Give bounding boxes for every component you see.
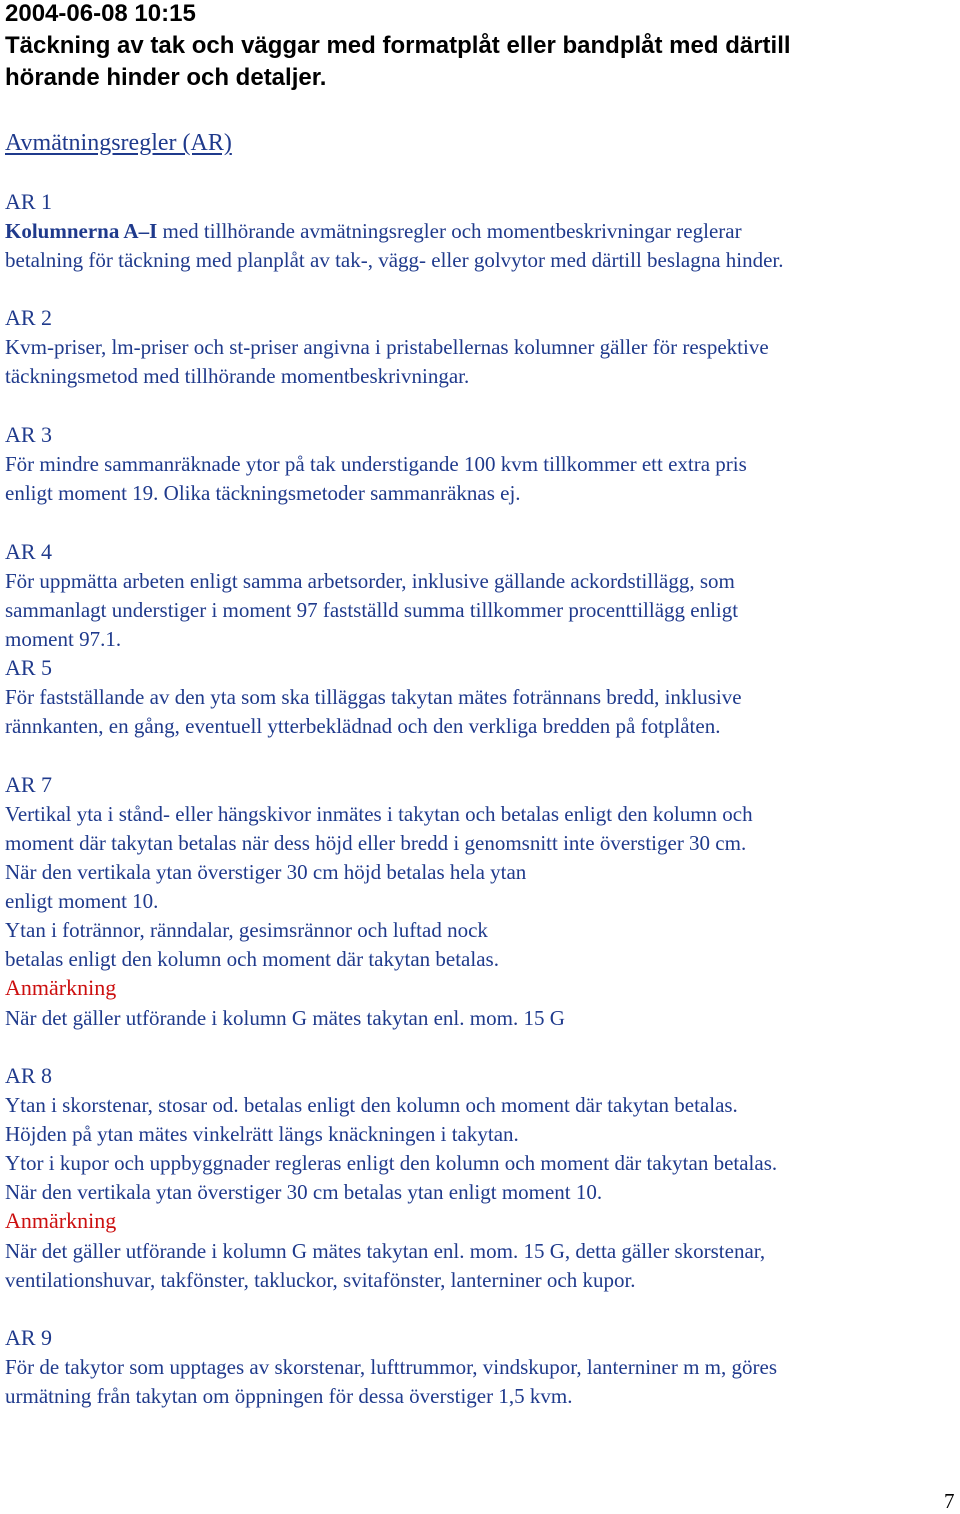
ar8-heading: AR 8 <box>5 1063 53 1088</box>
ar3-heading: AR 3 <box>5 422 53 447</box>
ar7-line: När den vertikala ytan överstiger 30 cm höjd betalas hela ytan <box>5 860 527 884</box>
ar8-note-line: När det gäller utförande i kolumn G mätes takytan enl. mom. 15 G, detta gäller skorstenar, <box>5 1239 766 1263</box>
ar8-line: Ytan i skorstenar, stosar od. betalas enligt den kolumn och moment där takytan betalas. <box>5 1093 738 1117</box>
ar5-heading: AR 5 <box>5 655 53 680</box>
ar9-line: urmätning från takytan om öppningen för dessa överstiger 1,5 kvm. <box>5 1384 573 1408</box>
section-title: Avmätningsregler (AR) <box>5 130 232 156</box>
ar7-line: moment där takytan betalas när dess höjd eller bredd i genomsnitt inte överstiger 30 cm. <box>5 831 747 855</box>
ar8-note-line: ventilationshuvar, takfönster, takluckor, svitafönster, lanterniner och kupor. <box>5 1268 636 1292</box>
ar1-line-2: betalning för täckning med planplåt av tak-, vägg- eller golvytor med därtill beslagna hinder. <box>5 248 784 272</box>
page-number: 7 <box>944 1489 955 1513</box>
ar2-heading: AR 2 <box>5 305 53 330</box>
ar9-line: För de takytor som upptages av skorstenar, lufttrummor, vindskupor, lanterniner m m, göres <box>5 1355 777 1379</box>
ar4-line: sammanlagt understiger i moment 97 fastställd summa tillkommer procenttillägg enligt <box>5 598 739 622</box>
ar1-columns-label: Kolumnerna A–I <box>5 219 158 243</box>
ar3-line: För mindre sammanräknade ytor på tak understigande 100 kvm tillkommer ett extra pris <box>5 452 747 476</box>
ar4-line: moment 97.1. <box>5 627 122 651</box>
document-title-line-1: Täckning av tak och väggar med formatplåt eller bandplåt med därtill <box>5 32 791 59</box>
ar1-heading: AR 1 <box>5 189 53 214</box>
ar4-line: För uppmätta arbeten enligt samma arbetsorder, inklusive gällande ackordstillägg, som <box>5 569 735 593</box>
ar7-note-label: Anmärkning <box>5 975 117 1000</box>
ar7-line: enligt moment 10. <box>5 889 159 913</box>
ar2-line: täckningsmetod med tillhörande momentbeskrivningar. <box>5 364 470 388</box>
ar3-line: enligt moment 19. Olika täckningsmetoder sammanräknas ej. <box>5 481 521 505</box>
ar1-line-1-text: med tillhörande avmätningsregler och momentbeskrivningar reglerar <box>157 219 742 243</box>
document-timestamp: 2004-06-08 10:15 <box>5 0 196 27</box>
ar7-note-line: När det gäller utförande i kolumn G mätes takytan enl. mom. 15 G <box>5 1006 565 1030</box>
ar9-heading: AR 9 <box>5 1325 53 1350</box>
ar5-line: rännkanten, en gång, eventuell ytterbeklädnad och den verkliga bredden på fotplåten. <box>5 714 721 738</box>
ar8-note-label: Anmärkning <box>5 1208 117 1233</box>
ar8-line: Höjden på ytan mätes vinkelrätt längs knäckningen i takytan. <box>5 1122 519 1146</box>
ar7-line: Ytan i fotrännor, ränndalar, gesimsrännor och luftad nock <box>5 918 488 942</box>
ar2-line: Kvm-priser, lm-priser och st-priser angivna i pristabellernas kolumner gäller för respektive <box>5 335 769 359</box>
ar5-line: För fastställande av den yta som ska tilläggas takytan mätes fotrännans bredd, inklusive <box>5 685 742 709</box>
ar8-line: Ytor i kupor och uppbyggnader regleras enligt den kolumn och moment där takytan betalas. <box>5 1151 778 1175</box>
ar1-line-1 <box>5 219 742 243</box>
ar8-line: När den vertikala ytan överstiger 30 cm betalas ytan enligt moment 10. <box>5 1180 603 1204</box>
document-title-line-2: hörande hinder och detaljer. <box>5 64 327 91</box>
ar7-heading: AR 7 <box>5 772 53 797</box>
ar7-line: Vertikal yta i stånd- eller hängskivor inmätes i takytan och betalas enligt den kolumn och <box>5 802 753 826</box>
ar4-heading: AR 4 <box>5 539 53 564</box>
ar7-line: betalas enligt den kolumn och moment där takytan betalas. <box>5 947 499 971</box>
